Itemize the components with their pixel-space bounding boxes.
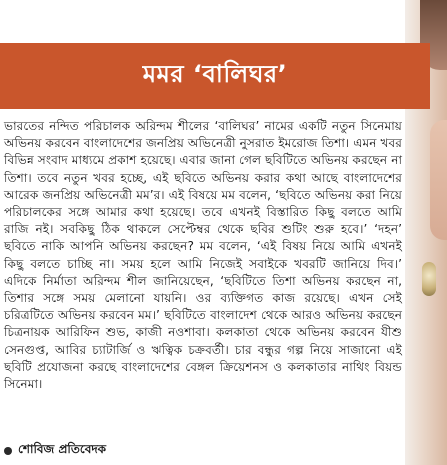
actress-face [430, 120, 447, 240]
bullet-icon [4, 447, 12, 455]
headline: মমর ‘বালিঘর’ [142, 60, 288, 88]
headline-banner [0, 43, 430, 109]
byline-text: শোবিজ প্রতিবেদক [18, 442, 107, 456]
byline [4, 441, 106, 461]
earring-image [422, 262, 436, 296]
article-paragraph: ভারতের নন্দিত পরিচালক অরিন্দম শীলের ‘বালিঘর’ নামের একটি নতুন সিনেমায় অভিনয় করবেন বাংলাদেশের জনপ্রিয় অভিনেত্রী নুসরাত ইমরোজ তিশা। এমন খবর বিভিন্ন সংবাদ মাধ্যমে প্রকাশ হয়েছে। এবার জানা গেল ছবিটিতে অভিনয় করছেন না তিশা। তবে নতুন খবর হচ্ছে, এই ছবিতে অভিনয় করার কথা আছে বাংলাদেশের আরেক জনপ্রিয় অভিনেত্রী মম’র। এই বিষয়ে মম বলেন, ‘ছবিতে অভিনয় করা নিয়ে পরিচালকের সঙ্গে আমার কথা হয়েছে। তবে এখনই বিস্তারিত কিছু বলতে আমি রাজি নই। সবকিছু ঠিক থাকলে সেপ্টেম্বর থেকে ছবির শুটিং শুরু হবে।’ ‘দহন’ ছবিতে নাকি আপনি অভিনয় করছেন? মম বলেন, ‘এই বিষয় নিয়ে আমি এখনই কিছু বলতে চাচ্ছি না। সময় হলে আমি নিজেই সবাইকে খবরটি জানিয়ে দিব।’ এদিকে নির্মাতা অরিন্দম শীল জানিয়েছেন, ‘ছবিটিতে তিশা অভিনয় করছেন না, তিশার সঙ্গে সময় মেলানো যায়নি। ওর ব্যক্তিগত কাজ রয়েছে। এখন সেই চরিত্রটিতে অভিনয় করবেন মম।’ ছবিটিতে বাংলাদেশ থেকে আরও অভিনয় করছেন চিত্রনায়ক আরিফিন শুভ, কাজী নওশাবা। কলকাতা থেকে অভিনয় করবেন যীশু সেনগুপ্ত, আবির চ্যাটার্জি ও ঋত্বিক চক্রবর্তী। চার বন্ধুর গল্প নিয়ে সাজানো এই ছবিটি প্রযোজনা করছে বাংলাদেশের বেঙ্গল ক্রিয়েশনস ও কলকাতার নাথিং বিয়ন্ড সিনেমা। [4, 119, 402, 392]
article-body [4, 118, 402, 393]
